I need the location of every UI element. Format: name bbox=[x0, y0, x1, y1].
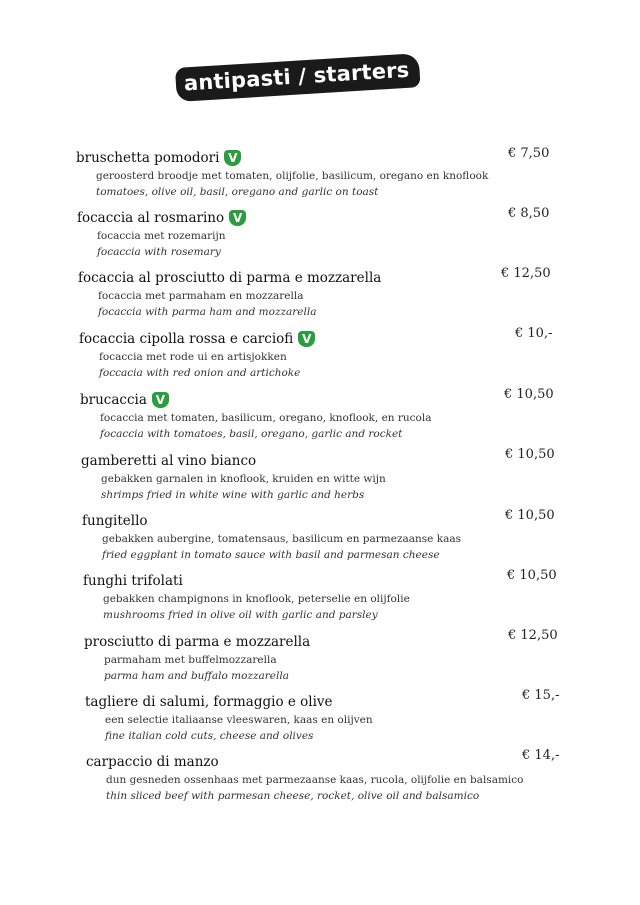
item-name-row bbox=[84, 632, 574, 652]
vegetarian-icon: V bbox=[229, 210, 246, 226]
item-description-nl: een selectie italiaanse vleeswaren, kaas en olijven bbox=[105, 714, 373, 726]
menu-item bbox=[84, 632, 574, 684]
vegetarian-icon: V bbox=[152, 392, 169, 408]
menu-item bbox=[81, 451, 571, 503]
item-name: gamberetti al vino bianco bbox=[81, 453, 257, 469]
item-description-nl: gebakken garnalen in knoflook, kruiden en witte wijn bbox=[101, 473, 386, 485]
item-description-nl: focaccia met tomaten, basilicum, oregano, knoflook, en rucola bbox=[100, 412, 432, 424]
item-price: € 10,50 bbox=[505, 447, 555, 462]
menu-item bbox=[83, 571, 573, 623]
item-name-row bbox=[86, 752, 576, 772]
item-description-nl: geroosterd broodje met tomaten, olijfolie, basilicum, oregano en knoflook bbox=[96, 170, 489, 182]
item-description-en: foccacia with red onion and artichoke bbox=[99, 367, 301, 379]
item-name-row bbox=[76, 148, 566, 168]
page-title: antipasti / starters bbox=[175, 53, 420, 102]
item-description-en: shrimps fried in white wine with garlic and herbs bbox=[101, 489, 365, 501]
menu-item bbox=[76, 148, 566, 200]
item-description-nl: dun gesneden ossenhaas met parmezaanse kaas, rucola, olijfolie en balsamico bbox=[106, 774, 524, 786]
item-name-row bbox=[83, 571, 573, 591]
item-price: € 10,50 bbox=[505, 508, 555, 523]
item-price: € 15,- bbox=[522, 688, 560, 703]
item-description-nl: focaccia met parmaham en mozzarella bbox=[98, 290, 304, 302]
item-description-en: parma ham and buffalo mozzarella bbox=[104, 670, 289, 682]
item-name-row bbox=[79, 329, 569, 349]
item-name: focaccia al rosmarino bbox=[77, 210, 225, 226]
menu-item bbox=[78, 268, 568, 320]
item-name-row bbox=[80, 390, 570, 410]
item-description-en: fine italian cold cuts, cheese and olives bbox=[105, 730, 314, 742]
item-description-nl: focaccia met rozemarijn bbox=[97, 230, 226, 242]
item-description-nl: gebakken champignons in knoflook, peterselie en olijfolie bbox=[103, 593, 410, 605]
item-price: € 12,50 bbox=[501, 266, 551, 281]
item-name: carpaccio di manzo bbox=[86, 754, 219, 770]
item-description-en: focaccia with tomatoes, basil, oregano, garlic and rocket bbox=[100, 428, 403, 440]
item-description-en: thin sliced beef with parmesan cheese, rocket, olive oil and balsamico bbox=[106, 790, 480, 802]
item-name-row bbox=[85, 692, 575, 712]
menu-item bbox=[80, 390, 570, 442]
menu-item bbox=[85, 692, 575, 744]
item-description-nl: gebakken aubergine, tomatensaus, basilicum en parmezaanse kaas bbox=[102, 533, 461, 545]
item-price: € 10,50 bbox=[504, 387, 554, 402]
item-price: € 10,- bbox=[515, 326, 553, 341]
item-name: tagliere di salumi, formaggio e olive bbox=[85, 694, 333, 710]
item-description-en: fried eggplant in tomato sauce with basil and parmesan cheese bbox=[102, 549, 440, 561]
item-price: € 8,50 bbox=[508, 206, 550, 221]
menu-item bbox=[77, 208, 567, 260]
item-price: € 12,50 bbox=[508, 628, 558, 643]
menu-item bbox=[86, 752, 576, 804]
item-name: funghi trifolati bbox=[83, 573, 183, 589]
item-price: € 7,50 bbox=[508, 146, 550, 161]
item-name: focaccia al prosciutto di parma e mozzarella bbox=[78, 270, 382, 286]
item-name: prosciutto di parma e mozzarella bbox=[84, 634, 311, 650]
item-name-row bbox=[78, 268, 568, 288]
item-name: fungitello bbox=[82, 513, 148, 529]
menu-item bbox=[82, 511, 572, 563]
item-name: brucaccia bbox=[80, 392, 147, 408]
vegetarian-icon: V bbox=[298, 331, 315, 347]
item-name: focaccia cipolla rossa e carciofi bbox=[79, 331, 294, 347]
item-description-nl: parmaham met buffelmozzarella bbox=[104, 654, 277, 666]
item-name-row bbox=[82, 511, 572, 531]
item-description-en: mushrooms fried in olive oil with garlic and parsley bbox=[103, 609, 378, 621]
item-price: € 10,50 bbox=[507, 568, 557, 583]
menu-item bbox=[79, 329, 569, 381]
item-description-en: focaccia with rosemary bbox=[97, 246, 221, 258]
item-description-nl: focaccia met rode ui en artisjokken bbox=[99, 351, 287, 363]
item-name: bruschetta pomodori bbox=[76, 150, 220, 166]
item-description-en: tomatoes, olive oil, basil, oregano and garlic on toast bbox=[96, 186, 379, 198]
item-name-row bbox=[77, 208, 567, 228]
item-name-row bbox=[81, 451, 571, 471]
item-description-en: focaccia with parma ham and mozzarella bbox=[98, 306, 317, 318]
vegetarian-icon: V bbox=[224, 150, 241, 166]
item-price: € 14,- bbox=[522, 748, 560, 763]
